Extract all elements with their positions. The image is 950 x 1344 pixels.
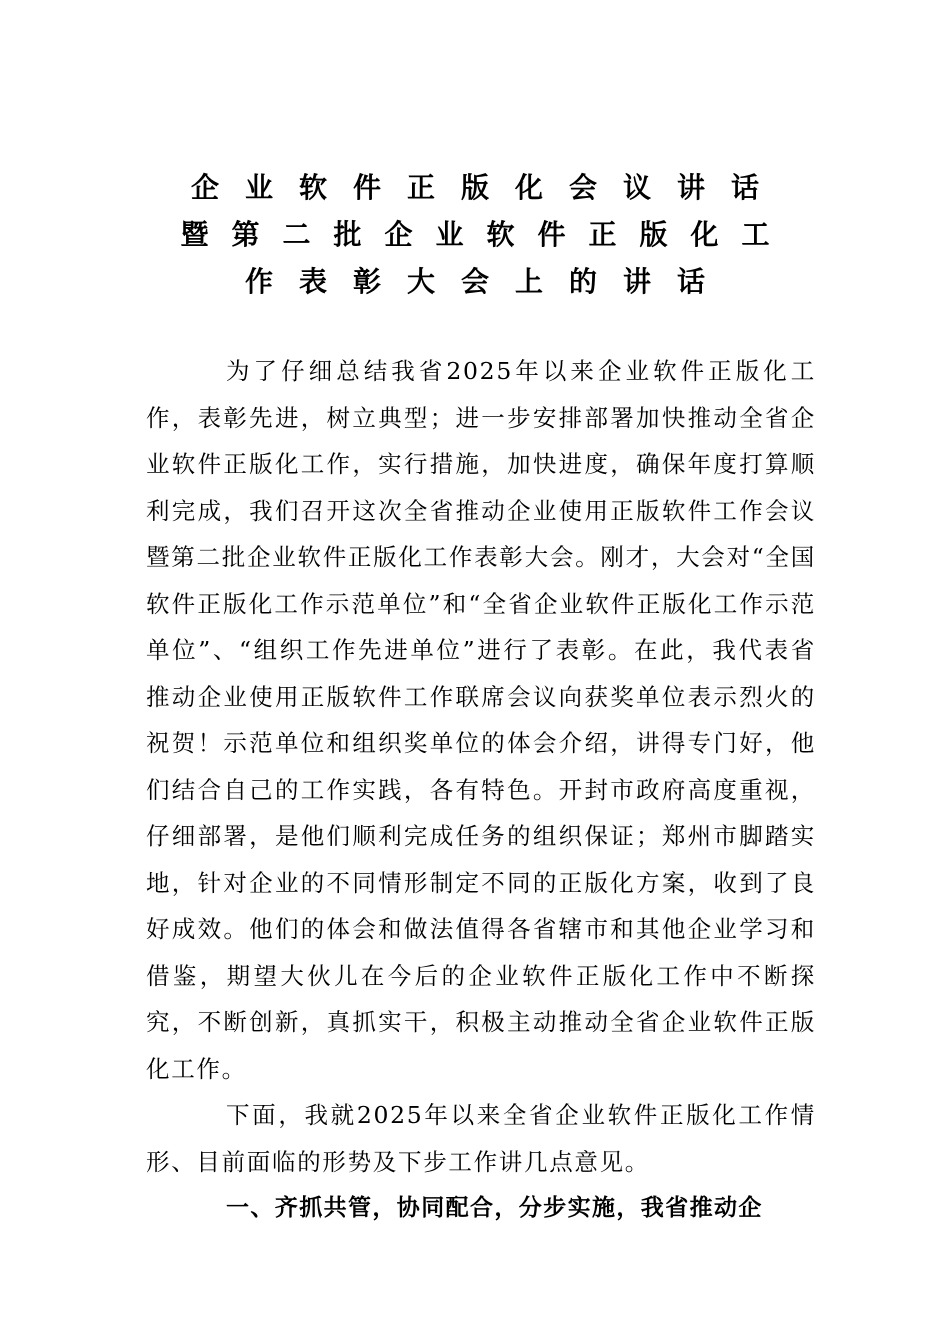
title-line-2: 暨第二批企业软件正版化工 — [180, 218, 793, 251]
section-heading: 一、齐抓共管，协同配合，分步实施，我省推动企 — [226, 1195, 763, 1221]
body-paragraph-2: 下面，我就2025年以来全省企业软件正版化工作情形、目前面临的形势及下步工作讲几点意见。 — [146, 1101, 816, 1176]
document-body — [146, 348, 816, 1232]
body-paragraph-1: 为了仔细总结我省2025年以来企业软件正版化工作，表彰先进，树立典型；进一步安排部署加快推动全省企业软件正版化工作，实行措施，加快进度，确保年度打算顺利完成，我们召开这次全省推动企业使用正版软件工作会议暨第二批企业软件正版化工作表彰大会。刚才，大会对“全国软件正版化工作示范单位”和“全省企业软件正版化工作示范单位”、“组织工作先进单位”进行了表彰。在此，我代表省推动企业使用正版软件工作联席会议向获奖单位表示烈火的祝贺！示范单位和组织奖单位的体会介绍，讲得专门好，他们结合自己的工作实践，各有特色。开封市政府高度重视，仔细部署，是他们顺利完成任务的组织保证；郑州市脚踏实地，针对企业的不同情形制定不同的正版化方案，收到了良好成效。他们的体会和做法值得各省辖市和其他企业学习和借鉴，期望大伙儿在今后的企业软件正版化工作中不断探究，不断创新，真抓实干，积极主动推动全省企业软件正版化工作。 — [146, 357, 816, 1083]
document-title — [120, 164, 830, 305]
title-line-1: 企业软件正版化会议讲话 — [190, 171, 785, 204]
title-line-3: 作表彰大会上的讲话 — [244, 265, 731, 298]
